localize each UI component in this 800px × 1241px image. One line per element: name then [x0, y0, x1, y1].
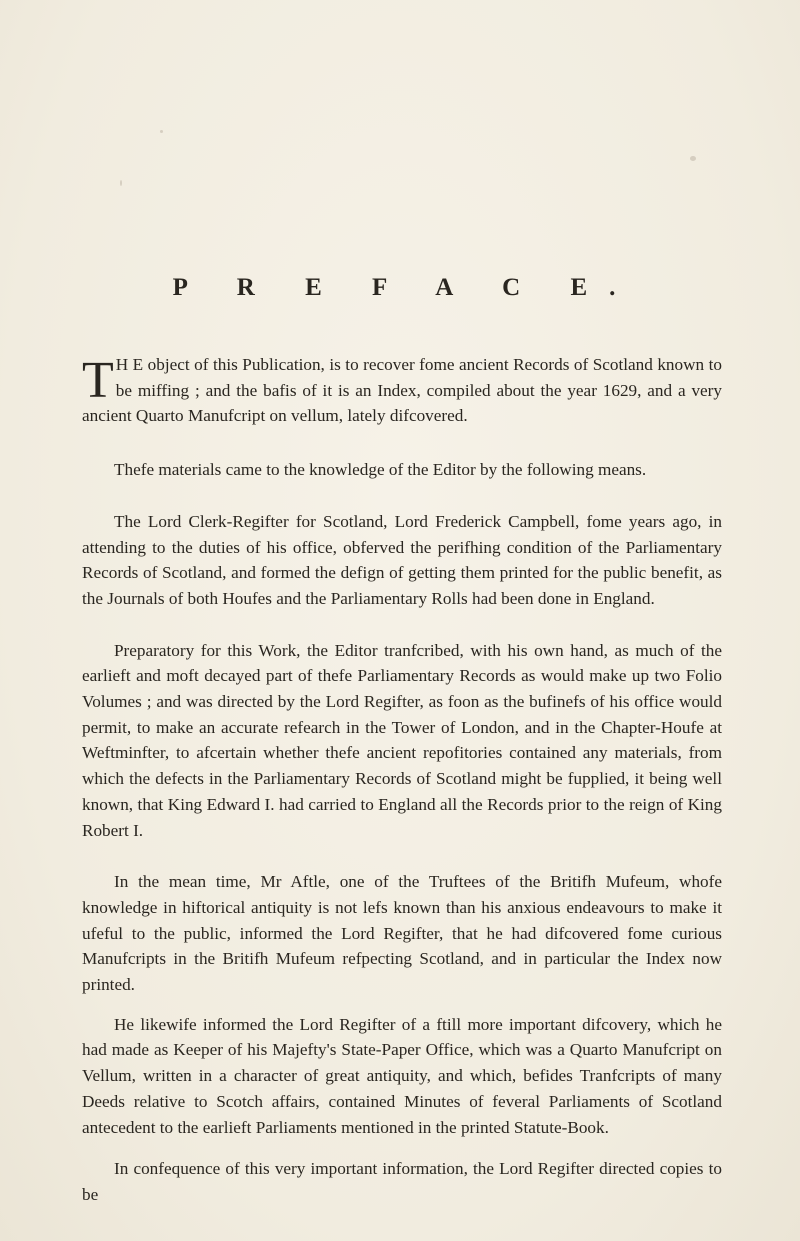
- paragraph-7: In confequence of this very important information, the Lord Regifter directed copies to be: [82, 1159, 722, 1204]
- page-title: P R E F A C E.: [172, 274, 638, 301]
- paper-spot: [690, 156, 696, 161]
- preface-body: [82, 352, 722, 1234]
- paragraph-1: [82, 352, 722, 429]
- drop-cap: T: [82, 352, 114, 409]
- paper-spot: [160, 130, 163, 133]
- paragraph-1-text: H E object of this Publication, is to recover fome ancient Records of Scotland known to be miffing ; and the bafis of it is an Index, compiled about the year 1629, and a very ancient Quarto Manufcript on vellum, lately difcovered.: [82, 355, 722, 426]
- paragraph-2: Thefe materials came to the knowledge of the Editor by the following means.: [114, 460, 647, 480]
- paragraph-3: The Lord Clerk-Regifter for Scotland, Lord Frederick Campbell, fome years ago, in attending to the duties of his office, obferved the perifhing condition of the Parliamentary Records of Scotland, and formed the defign of getting them printed for the public benefit, as the Journals of both Houfes and the Parliamentary Rolls had been done in England.: [82, 511, 722, 608]
- paragraph-6: He likewife informed the Lord Regifter of a ftill more important difcovery, which he had made as Keeper of his Majefty's State-Paper Office, which was a Quarto Manufcript on Vellum, written in a character of great antiquity, and which, befides Tranfcripts of many Deeds relative to Scotch affairs, contained Minutes of feveral Parliaments of Scotland antecedent to the earlieft Parliaments mentioned in the printed Statute-Book.: [82, 1014, 722, 1137]
- paragraph-5: In the mean time, Mr Aftle, one of the Truftees of the Britifh Mufeum, whofe knowledge in hiftorical antiquity is not lefs known than his anxious endeavours to make it ufeful to the public, informed the Lord Regifter, that he had difcovered fome curious Manufcripts in the Britifh Mufeum refpecting Scotland, and in particular the Index now printed.: [82, 872, 722, 995]
- paper-spot: [120, 180, 122, 186]
- paragraph-4: Preparatory for this Work, the Editor tranfcribed, with his own hand, as much of the earlieft and moft decayed part of thefe Parliamentary Records as would make up two Folio Volumes ; and was directed by the Lord Regifter, as foon as the bufinefs of his office would permit, to make an accurate refearch in the Tower of London, and in the Chapter-Houfe at Weftminfter, to afcertain whether thefe ancient repofitories contained any materials, from which the defects in the Parliamentary Records of Scotland might be fupplied, it being well known, that King Edward I. had carried to England all the Records prior to the reign of King Robert I.: [82, 640, 722, 840]
